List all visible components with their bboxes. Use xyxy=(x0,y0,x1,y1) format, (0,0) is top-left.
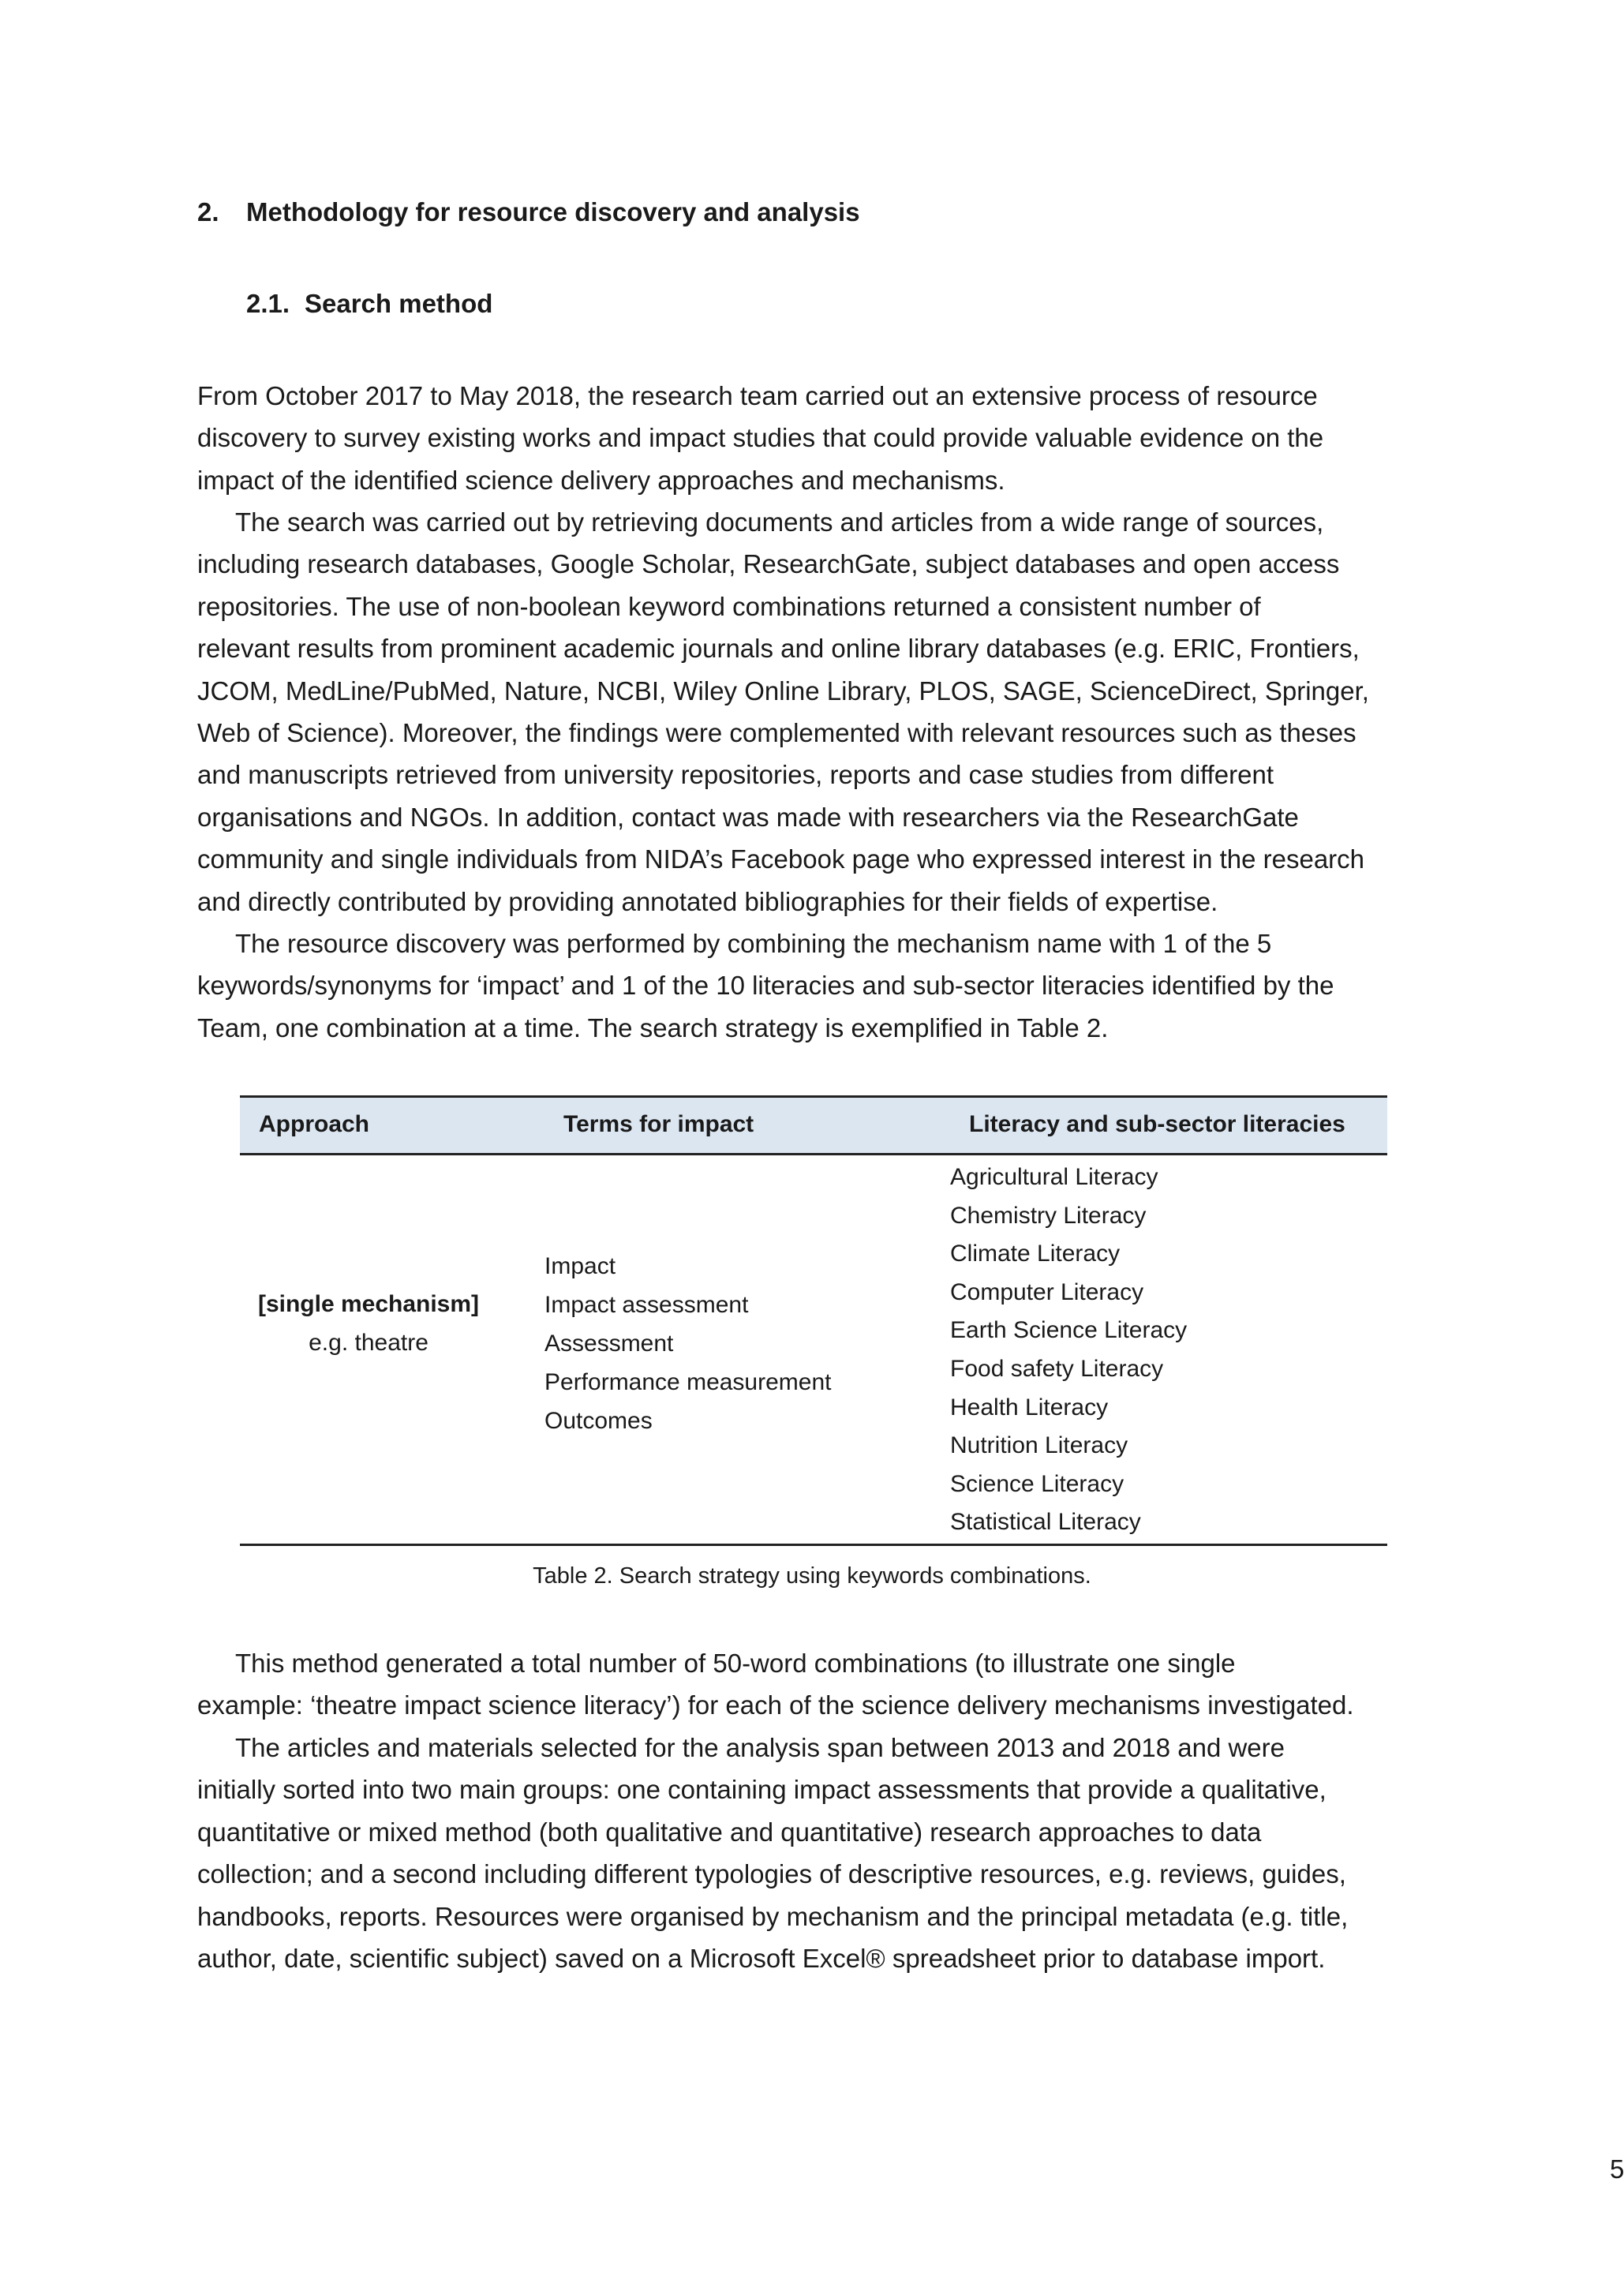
paragraph-combinations xyxy=(197,1642,1436,1727)
text-line: author, date, scientific subject) saved on a Microsoft Excel® spreadsheet prior to database import. xyxy=(197,1943,1326,1973)
text-line: including research databases, Google Scholar, ResearchGate, subject databases and open access xyxy=(197,549,1340,579)
literacies-cell xyxy=(950,1158,1187,1542)
text-line: collection; and a second including different typologies of descriptive resources, e.g. reviews, guides, xyxy=(197,1859,1346,1889)
subsection-title: Search method xyxy=(305,289,493,318)
literacy-item: Statistical Literacy xyxy=(950,1509,1141,1536)
text-line: example: ‘theatre impact science literacy’) for each of the science delivery mechanisms investigated. xyxy=(197,1690,1354,1720)
section-number: 2. xyxy=(197,197,219,226)
text-line: keywords/synonyms for ‘impact’ and 1 of the 10 literacies and sub-sector literacies identified by the xyxy=(197,971,1334,1001)
table-caption: Table 2. Search strategy using keywords combinations. xyxy=(533,1563,1091,1589)
paragraph-strategy xyxy=(197,923,1436,1049)
literacy-item: Agricultural Literacy xyxy=(950,1164,1158,1190)
text-line: relevant results from prominent academic journals and online library databases (e.g. ERIC, Frontiers, xyxy=(197,634,1360,664)
text-line: The search was carried out by retrieving documents and articles from a wide range of sources, xyxy=(235,507,1324,537)
text-line: initially sorted into two main groups: one containing impact assessments that provide a qualitative, xyxy=(197,1775,1327,1805)
page-number: 5 xyxy=(1610,2154,1624,2184)
approach-example: e.g. theatre xyxy=(309,1330,428,1356)
impact-term: Impact xyxy=(544,1253,616,1279)
paragraph-intro xyxy=(197,375,1436,501)
paragraph-sources xyxy=(197,501,1436,923)
literacy-item: Chemistry Literacy xyxy=(950,1202,1147,1229)
text-line: handbooks, reports. Resources were organised by mechanism and the principal metadata (e.g. title, xyxy=(197,1901,1349,1931)
impact-term: Assessment xyxy=(544,1331,674,1357)
text-line: Team, one combination at a time. The search strategy is exemplified in Table 2. xyxy=(197,1012,1109,1042)
text-line: From October 2017 to May 2018, the research team carried out an extensive process of resource xyxy=(197,381,1318,410)
text-line: discovery to survey existing works and impact studies that could provide valuable evidence on the xyxy=(197,423,1324,453)
text-line: organisations and NGOs. In addition, contact was made with researchers via the ResearchGate xyxy=(197,802,1299,832)
literacy-item: Health Literacy xyxy=(950,1394,1109,1420)
table-body-row xyxy=(240,1155,1387,1546)
text-line: The articles and materials selected for the analysis span between 2013 and 2018 and were xyxy=(235,1733,1285,1762)
section-heading xyxy=(197,197,860,227)
text-line: quantitative or mixed method (both qualitative and quantitative) research approaches to data xyxy=(197,1817,1262,1847)
literacy-item: Earth Science Literacy xyxy=(950,1317,1188,1344)
text-line: repositories. The use of non-boolean keyword combinations returned a consistent number of xyxy=(197,591,1261,621)
table-header-row xyxy=(240,1095,1387,1155)
text-line: Web of Science). Moreover, the findings were complemented with relevant resources such as theses xyxy=(197,717,1356,747)
search-strategy-table xyxy=(240,1095,1387,1546)
text-line: JCOM, MedLine/PubMed, Nature, NCBI, Wiley Online Library, PLOS, SAGE, ScienceDirect, Springer, xyxy=(197,676,1369,706)
literacy-item: Computer Literacy xyxy=(950,1278,1144,1305)
subsection-number: 2.1. xyxy=(246,289,290,318)
text-line: and manuscripts retrieved from university repositories, reports and case studies from different xyxy=(197,760,1274,790)
header-literacies: Literacy and sub-sector literacies xyxy=(969,1111,1345,1137)
literacy-item: Climate Literacy xyxy=(950,1241,1121,1267)
subsection-heading xyxy=(246,289,492,319)
approach-label: [single mechanism] xyxy=(257,1291,480,1317)
approach-cell xyxy=(240,1285,497,1362)
header-terms-for-impact: Terms for impact xyxy=(563,1111,754,1137)
literacy-item: Food safety Literacy xyxy=(950,1355,1164,1382)
text-line: This method generated a total number of 50-word combinations (to illustrate one single xyxy=(235,1649,1236,1678)
text-line: impact of the identified science delivery approaches and mechanisms. xyxy=(197,465,1005,495)
impact-term: Impact assessment xyxy=(544,1292,749,1318)
impact-term: Outcomes xyxy=(544,1408,653,1434)
impact-term: Performance measurement xyxy=(544,1369,832,1395)
header-approach: Approach xyxy=(259,1111,370,1137)
literacy-item: Nutrition Literacy xyxy=(950,1432,1128,1459)
section-title: Methodology for resource discovery and analysis xyxy=(246,197,860,226)
text-line: The resource discovery was performed by combining the mechanism name with 1 of the 5 xyxy=(235,929,1272,958)
text-line: community and single individuals from NIDA’s Facebook page who expressed interest in the research xyxy=(197,844,1365,874)
text-line: and directly contributed by providing annotated bibliographies for their fields of expertise. xyxy=(197,886,1218,916)
paragraph-materials xyxy=(197,1727,1436,1979)
literacy-item: Science Literacy xyxy=(950,1470,1124,1497)
impact-terms-cell xyxy=(544,1247,832,1440)
